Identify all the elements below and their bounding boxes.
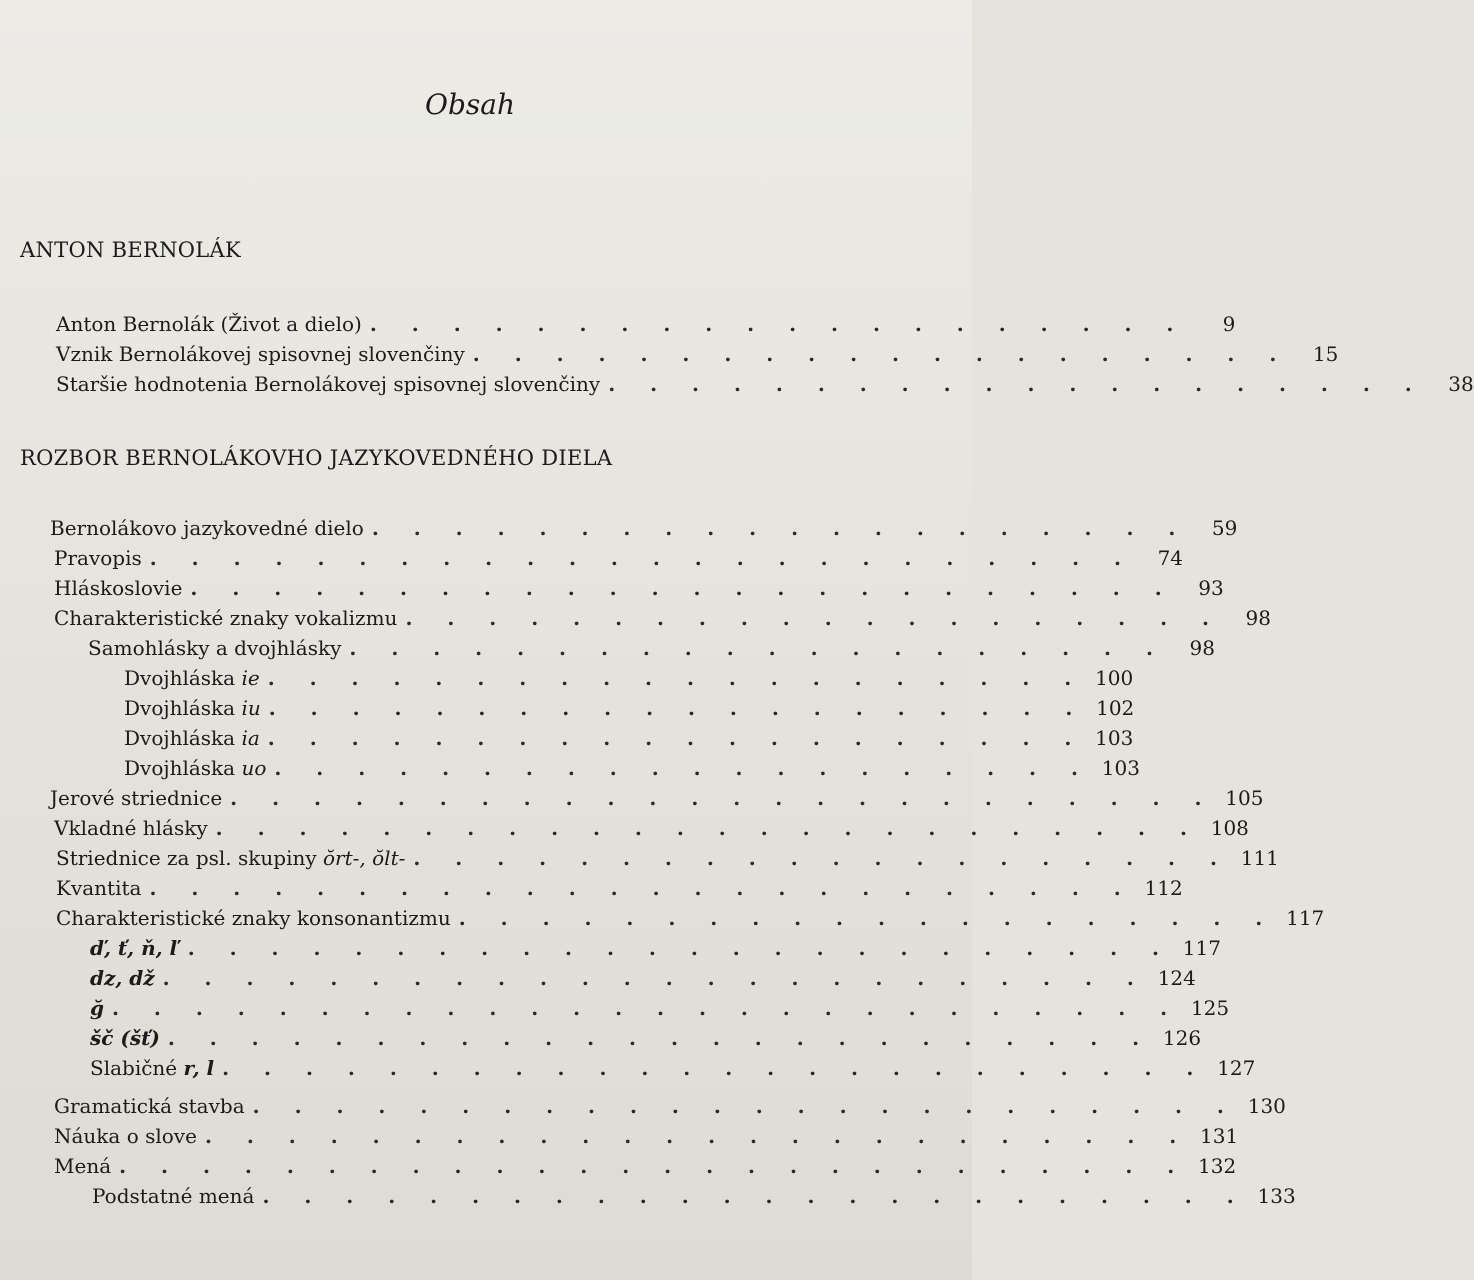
- toc-entry: Samohlásky a dvojhlásky . . . . . . . . . . . . . . . . . . . . 98: [88, 636, 1215, 660]
- toc-entry-label: Vznik Bernolákovej spisovnej slovenčiny: [56, 342, 465, 366]
- toc-entry-page: 127: [1217, 1056, 1256, 1080]
- toc-entry: Podstatné mená . . . . . . . . . . . . . . . . . . . . . . . . 133: [92, 1184, 1296, 1208]
- toc-entry-page: 125: [1190, 996, 1230, 1020]
- toc-entry-label-italic: ŏrt-, ŏlt-: [323, 846, 406, 870]
- toc-entry-label: Pravopis: [54, 546, 142, 570]
- toc-entry: Bernolákovo jazykovedné dielo . . . . . . . . . . . . . . . . . . . . 59: [50, 516, 1238, 540]
- toc-entry-page: 100: [1095, 666, 1134, 690]
- toc-entry-label: Striednice za psl. skupiny: [56, 846, 317, 870]
- toc-entry: Dvojhláska ia . . . . . . . . . . . . . . . . . . . . 103: [124, 726, 1134, 750]
- toc-entry-label: dz, dž: [90, 966, 155, 990]
- toc-entry: Pravopis . . . . . . . . . . . . . . . . . . . . . . . . 74: [54, 546, 1184, 570]
- toc-entry-page: 103: [1101, 756, 1140, 780]
- toc-entry-label: Dvojhláska: [124, 756, 236, 780]
- toc-entry: Charakteristické znaky vokalizmu . . . . . . . . . . . . . . . . . . . . 98: [54, 606, 1271, 630]
- toc-entry: šč (šť) . . . . . . . . . . . . . . . . . . . . . . . . 126: [90, 1026, 1202, 1050]
- toc-entry-label: Gramatická stavba: [54, 1094, 245, 1118]
- toc-entry-label: Samohlásky a dvojhlásky: [88, 636, 342, 660]
- toc-entry-label: Kvantita: [56, 876, 142, 900]
- toc-entry: dz, dž . . . . . . . . . . . . . . . . . . . . . . . . 124: [90, 966, 1196, 990]
- section-heading-rozbor: ROZBOR BERNOLÁKOVHO JAZYKOVEDNÉHO DIELA: [20, 446, 613, 470]
- toc-entry: Vznik Bernolákovej spisovnej slovenčiny . . . . . . . . . . . . . . . . . . . . 15: [56, 342, 1339, 366]
- toc-entry-label-italic: uo: [241, 756, 267, 780]
- toc-entry-page: 131: [1200, 1124, 1239, 1148]
- toc-entry-page: 130: [1247, 1094, 1286, 1118]
- toc-entry-page: 74: [1157, 546, 1184, 570]
- toc-entry-label-italic: iu: [241, 696, 261, 720]
- toc-entry-page: 117: [1182, 936, 1221, 960]
- toc-entry-page: 9: [1222, 312, 1236, 336]
- toc-entry-label: ğ: [90, 996, 104, 1020]
- toc-entry-page: 98: [1189, 636, 1215, 660]
- toc-entry: Dvojhláska iu . . . . . . . . . . . . . . . . . . . . 102: [124, 696, 1135, 720]
- toc-entry: Jerové striednice . . . . . . . . . . . . . . . . . . . . . . . . 105: [50, 786, 1264, 810]
- toc-entry: Gramatická stavba . . . . . . . . . . . . . . . . . . . . . . . . 130: [54, 1094, 1286, 1118]
- toc-entry-label: Staršie hodnotenia Bernolákovej spisovnej slovenčiny: [56, 372, 601, 396]
- toc-entry-label: Dvojhláska: [124, 696, 236, 720]
- toc-entry: Slabičné r, l . . . . . . . . . . . . . . . . . . . . . . . . 127: [90, 1056, 1256, 1080]
- toc-entry-page: 103: [1095, 726, 1134, 750]
- toc-entry-label: Hláskoslovie: [54, 576, 183, 600]
- toc-entry-label: Charakteristické znaky konsonantizmu: [56, 906, 451, 930]
- toc-entry-label: Dvojhláska: [124, 726, 236, 750]
- toc-entry: Hláskoslovie . . . . . . . . . . . . . . . . . . . . . . . . 93: [54, 576, 1224, 600]
- toc-entry-page: 126: [1162, 1026, 1202, 1050]
- toc-entry-label: Dvojhláska: [124, 666, 236, 690]
- toc-entry-page: 105: [1225, 786, 1264, 810]
- toc-entry-label: Jerové striednice: [50, 786, 223, 810]
- toc-entry-page: 124: [1157, 966, 1196, 990]
- toc-entry: ğ . . . . . . . . . . . . . . . . . . . . . . . . . . 125: [90, 996, 1230, 1020]
- toc-entry-page: 102: [1096, 696, 1135, 720]
- page-title: Obsah: [425, 88, 515, 121]
- toc-entry-page: 133: [1257, 1184, 1296, 1208]
- toc-entry: Vkladné hlásky . . . . . . . . . . . . . . . . . . . . . . . . 108: [54, 816, 1249, 840]
- toc-entry: Kvantita . . . . . . . . . . . . . . . . . . . . . . . . 112: [56, 876, 1183, 900]
- toc-entry-page: 108: [1210, 816, 1249, 840]
- toc-entry-label-italic: r, l: [183, 1056, 215, 1080]
- toc-entry: Charakteristické znaky konsonantizmu . . . . . . . . . . . . . . . . . . . . 117: [56, 906, 1325, 930]
- section-heading-anton-bernolak: ANTON BERNOLÁK: [20, 238, 241, 262]
- toc-entry-label-italic: ia: [241, 726, 260, 750]
- toc-entry-label: Bernolákovo jazykovedné dielo: [50, 516, 364, 540]
- toc-entry-label: Anton Bernolák (Život a dielo): [56, 312, 362, 336]
- toc-entry-page: 112: [1144, 876, 1183, 900]
- toc-entry: ď, ť, ň, ľ . . . . . . . . . . . . . . . . . . . . . . . . 117: [90, 936, 1221, 960]
- toc-entry-page: 111: [1240, 846, 1279, 870]
- toc-entry-label: Podstatné mená: [92, 1184, 255, 1208]
- toc-entry-label-italic: ie: [241, 666, 260, 690]
- toc-entry: Mená . . . . . . . . . . . . . . . . . . . . . . . . . . 132: [54, 1154, 1237, 1178]
- toc-entry-page: 15: [1312, 342, 1339, 366]
- toc-entry: Staršie hodnotenia Bernolákovej spisovnej slovenčiny . . . . . . . . . . . . . . . . . . . . 38: [56, 372, 1474, 396]
- toc-entry: Dvojhláska ie . . . . . . . . . . . . . . . . . . . . 100: [124, 666, 1134, 690]
- toc-entry-label: Vkladné hlásky: [54, 816, 208, 840]
- toc-entry: Striednice za psl. skupiny ŏrt-, ŏlt- . . . . . . . . . . . . . . . . . . . . 111: [56, 846, 1279, 870]
- toc-entry-label: Mená: [54, 1154, 112, 1178]
- toc-entry-page: 38: [1448, 372, 1474, 396]
- toc-entry-page: 132: [1198, 1154, 1237, 1178]
- toc-entry-label: Charakteristické znaky vokalizmu: [54, 606, 398, 630]
- toc-entry-page: 98: [1245, 606, 1271, 630]
- toc-entry-page: 117: [1286, 906, 1325, 930]
- toc-entry-label: ď, ť, ň, ľ: [90, 936, 180, 960]
- toc-entry: Dvojhláska uo . . . . . . . . . . . . . . . . . . . . 103: [124, 756, 1140, 780]
- toc-entry: Náuka o slove . . . . . . . . . . . . . . . . . . . . . . . . 131: [54, 1124, 1239, 1148]
- toc-entry-page: 93: [1198, 576, 1224, 600]
- toc-entry-label: Náuka o slove: [54, 1124, 197, 1148]
- toc-entry-page: 59: [1211, 516, 1238, 540]
- toc-entry-label: šč (šť): [90, 1026, 160, 1050]
- toc-entry: Anton Bernolák (Život a dielo) . . . . . . . . . . . . . . . . . . . . 9: [56, 312, 1236, 336]
- toc-entry-label: Slabičné: [90, 1056, 178, 1080]
